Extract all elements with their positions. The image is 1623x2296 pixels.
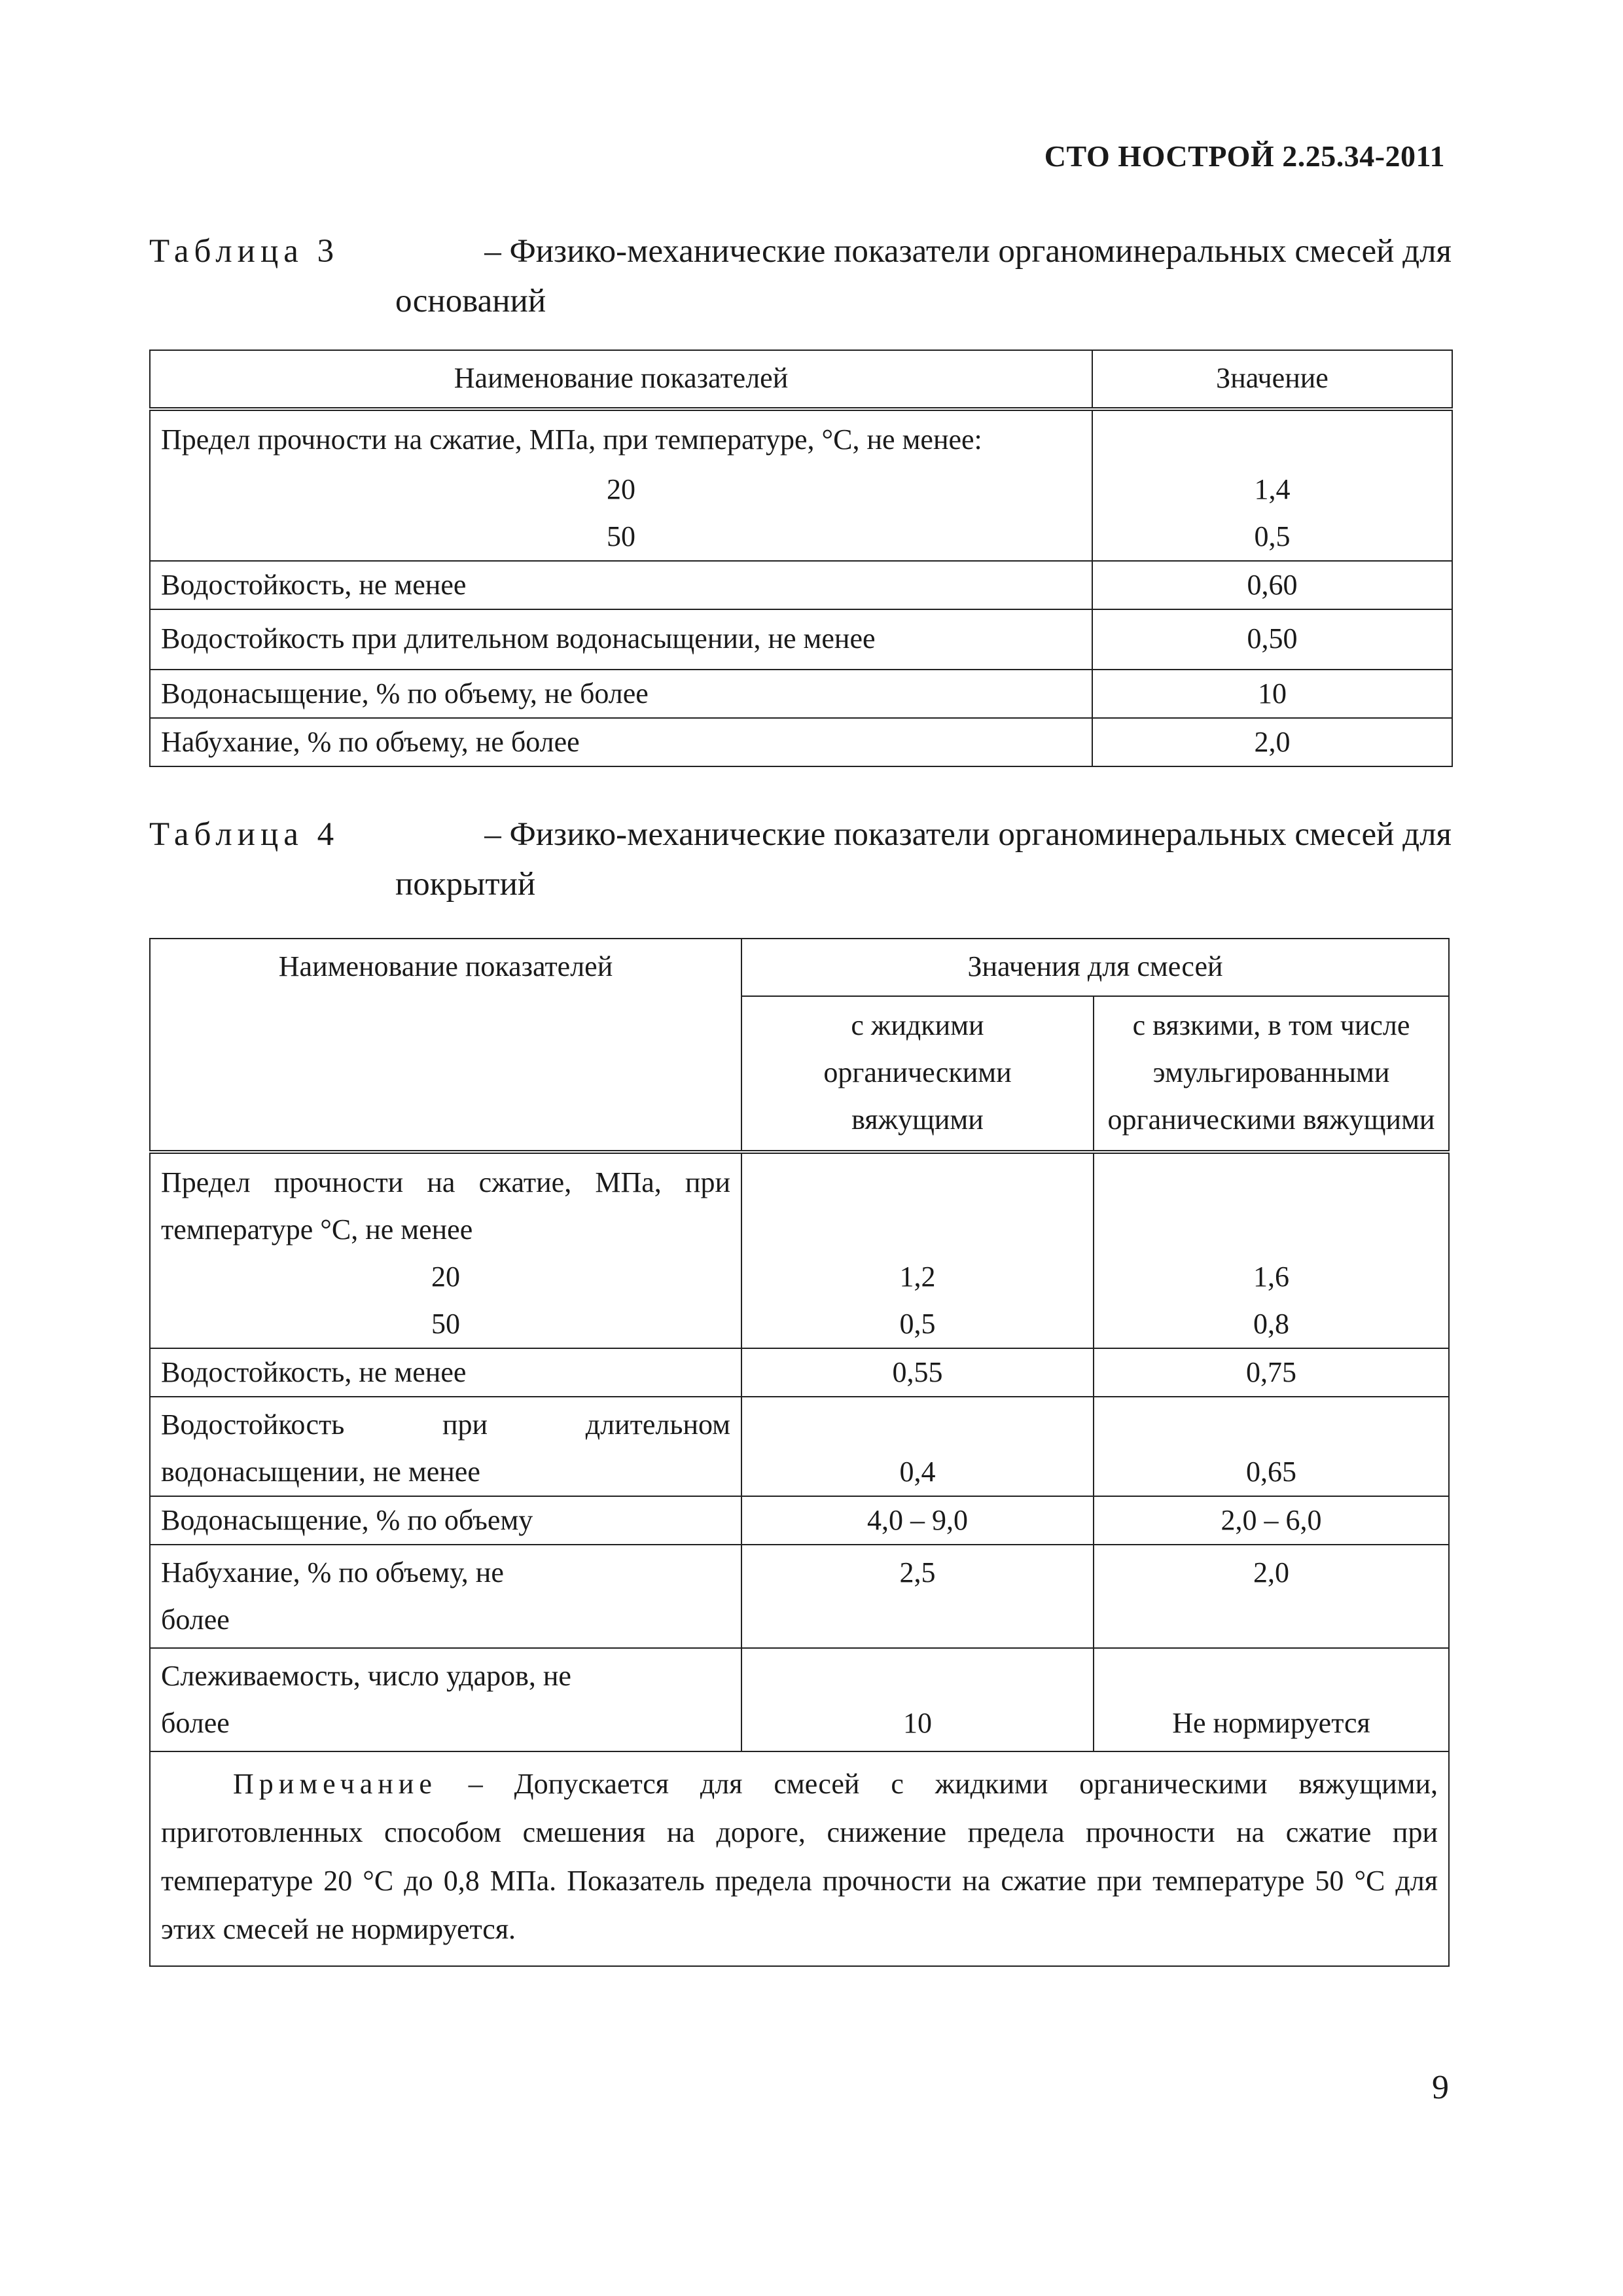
table3-row-name: Набухание, % по объему, не более [150, 718, 1092, 766]
table3-label: Таблица 3 [149, 233, 340, 270]
table4-label: Таблица 4 [149, 816, 340, 853]
table3 [149, 350, 1453, 767]
table3-col-name-header: Наименование показателей [150, 350, 1092, 409]
table4-liquid-value: 0,4 [741, 1397, 1094, 1496]
table-row [150, 1348, 1449, 1397]
table4 [149, 938, 1450, 1967]
table4-row-name: Водостойкость, не менее [150, 1348, 741, 1397]
table3-row-name: Водостойкость при длительном водонасыщении, не менее [150, 609, 1092, 670]
table4-row-name: Водонасыщение, % по объему [150, 1496, 741, 1545]
table4-viscous-value: 2,0 – 6,0 [1094, 1496, 1449, 1545]
table4-note-text: – Допускается для смесей с жидкими органическими вяжущими, приготовленных способом смешения на дороге, снижение предела прочности на сжатие при температуре 20 °С до 0,8 МПа. Показатель предела прочности на сжатие при температуре 50 °С для этих смесей не нормируется. [161, 1768, 1438, 1945]
table3-temp-50: 50 [150, 513, 1092, 561]
table4-row-name: Водостойкость при длительном водонасыщении, не менее [150, 1397, 741, 1496]
table4-viscous-value: 2,0 [1094, 1545, 1449, 1648]
table-row [150, 1152, 1449, 1253]
table3-value-20: 1,4 [1092, 463, 1452, 513]
table4-viscous-20: 1,6 [1094, 1253, 1449, 1300]
table4-row-name: Слеживаемость, число ударов, не более [150, 1648, 741, 1751]
table3-row-name: Водонасыщение, % по объему, не более [150, 670, 1092, 718]
document-code: СТО НОСТРОЙ 2.25.34-2011 [1044, 139, 1445, 173]
table4-liquid-20: 1,2 [741, 1253, 1094, 1300]
table-row [150, 561, 1452, 609]
table3-col-value-header: Значение [1092, 350, 1452, 409]
table4-viscous-value: 0,65 [1094, 1397, 1449, 1496]
table-row [150, 609, 1452, 670]
table4-col-name-header: Наименование показателей [150, 939, 741, 1152]
table-row [150, 1253, 1449, 1300]
table3-title-line1: – Физико-механические показатели органоминеральных смесей для [484, 233, 1452, 270]
table3-row-value: 10 [1092, 670, 1452, 718]
table4-strength-label: Предел прочности на сжатие, МПа, при температуре °С, не менее [150, 1152, 741, 1253]
table4-liquid-value: 2,5 [741, 1545, 1094, 1648]
table-row [150, 1648, 1449, 1751]
table-row [150, 718, 1452, 766]
table-row [150, 1751, 1449, 1966]
table4-viscous-value: 0,75 [1094, 1348, 1449, 1397]
table4-liquid-value: 4,0 – 9,0 [741, 1496, 1094, 1545]
table3-temp-20: 20 [150, 463, 1092, 513]
table4-viscous-value: Не нормируется [1094, 1648, 1449, 1751]
table-row [150, 513, 1452, 561]
table4-liquid-value: 10 [741, 1648, 1094, 1751]
table3-row-value: 2,0 [1092, 718, 1452, 766]
table4-title-line1: – Физико-механические показатели органоминеральных смесей для [484, 816, 1452, 853]
table-row [150, 1300, 1449, 1348]
table4-title-line2: покрытий [395, 866, 536, 903]
table4-temp-20: 20 [150, 1253, 741, 1300]
table4-caption [149, 810, 1452, 909]
table3-row-value: 0,60 [1092, 561, 1452, 609]
table-row [150, 1496, 1449, 1545]
table-row [150, 1545, 1449, 1648]
table3-title-line2: оснований [395, 283, 546, 319]
table4-liquid-50: 0,5 [741, 1300, 1094, 1348]
page-number: 9 [1432, 2069, 1449, 2106]
table3-caption [149, 226, 1452, 326]
table-row [150, 463, 1452, 513]
table4-col-liquid-header: с жидкими органическими вяжущими [741, 996, 1094, 1152]
table-row [150, 1397, 1449, 1496]
table4-note [150, 1751, 1449, 1966]
table4-liquid-value: 0,55 [741, 1348, 1094, 1397]
table3-row-value: 0,50 [1092, 609, 1452, 670]
table4-temp-50: 50 [150, 1300, 741, 1348]
table4-col-viscous-header: с вязкими, в том числе эмульгированными органическими вяжущими [1094, 996, 1449, 1152]
table3-value-50: 0,5 [1092, 513, 1452, 561]
table4-row-name: Набухание, % по объему, не более [150, 1545, 741, 1648]
table-row [150, 409, 1452, 463]
table4-viscous-50: 0,8 [1094, 1300, 1449, 1348]
table4-note-lead: Примечание [233, 1768, 437, 1800]
table3-strength-label: Предел прочности на сжатие, МПа, при температуре, °С, не менее: [150, 409, 1092, 463]
table3-row-name: Водостойкость, не менее [150, 561, 1092, 609]
table-row [150, 670, 1452, 718]
table4-col-values-header: Значения для смесей [741, 939, 1449, 996]
